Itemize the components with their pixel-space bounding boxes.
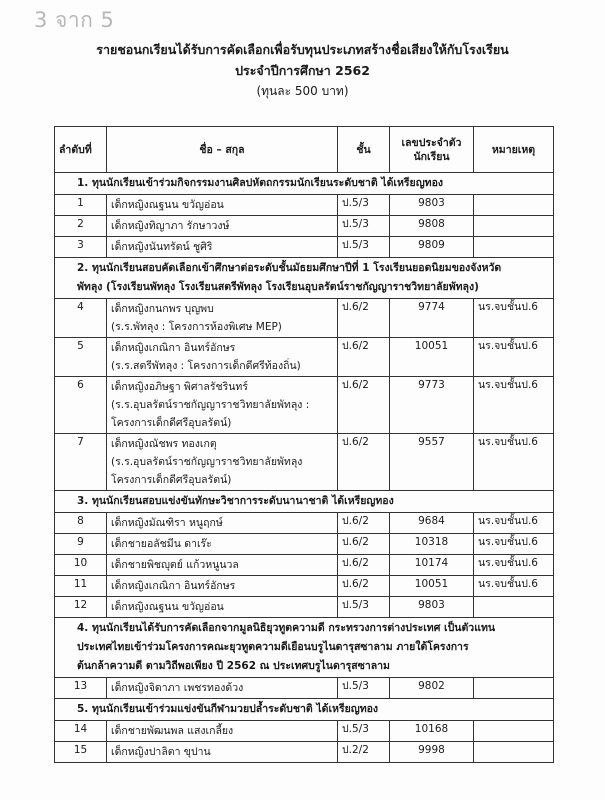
section-title-line: 2. ทุนนักเรียนสอบคัดเลือกเข้าศึกษาต่อระดับชั้นมัธยมศึกษาปีที่ 1 โรงเรียนยอดนิยมของจังหวัด	[77, 262, 502, 274]
cell-no: 13	[55, 678, 107, 699]
school-program-note: (ร.ร.สตรีพัทลุง : โครงการเด็กดีศรีท้องถิ่น)	[111, 360, 301, 372]
cell-note: นร.จบชั้นป.6	[474, 434, 554, 491]
cell-grade: ป.6/2	[338, 338, 390, 377]
cell-name	[107, 534, 338, 555]
cell-no: 3	[55, 237, 107, 258]
cell-grade: ป.6/2	[338, 377, 390, 434]
cell-grade: ป.5/3	[338, 678, 390, 699]
section-header-row	[55, 491, 554, 513]
section-header-row	[55, 699, 554, 721]
section-title-line: 4. ทุนนักเรียนได้รับการคัดเลือกจากมูลนิธิยุวทูตความดี กระทรวงการต่างประเทศ เป็นตัวแทน	[77, 622, 496, 634]
cell-no: 1	[55, 195, 107, 216]
cell-student-id: 10174	[390, 555, 474, 576]
cell-no: 8	[55, 513, 107, 534]
cell-note	[474, 597, 554, 618]
cell-student-id: 9557	[390, 434, 474, 491]
cell-student-id: 9998	[390, 742, 474, 763]
cell-grade: ป.5/3	[338, 237, 390, 258]
student-name: เด็กชายพิชญุตย์ แก้วหนูนวล	[111, 559, 239, 571]
cell-grade: ป.5/3	[338, 721, 390, 742]
table-header-row	[55, 127, 554, 173]
cell-name	[107, 195, 338, 216]
cell-grade: ป.6/2	[338, 534, 390, 555]
cell-note: นร.จบชั้นป.6	[474, 576, 554, 597]
student-name: เด็กชายอลัชมีน ดาเร๊ะ	[111, 538, 212, 550]
cell-no: 6	[55, 377, 107, 434]
col-header-student-id	[390, 127, 474, 173]
col-header-no: ลำดับที่	[55, 127, 107, 173]
cell-grade: ป.6/2	[338, 434, 390, 491]
section-title-line: พัทลุง (โรงเรียนพัทลุง โรงเรียนสตรีพัทลุง โรงเรียนอุบลรัตน์ราชกัญญาราชวิทยาลัยพัทลุง)	[77, 281, 479, 293]
table-row	[55, 216, 554, 237]
col-header-id-line: เลขประจำตัว	[401, 136, 462, 149]
student-name: เด็กหญิงณัชพร ทองเกตุ	[111, 438, 217, 450]
section-title	[55, 173, 554, 195]
table-row	[55, 237, 554, 258]
cell-note	[474, 721, 554, 742]
school-program-note: โครงการเด็กดีศรีอุบลรัตน์)	[111, 474, 232, 486]
table-row	[55, 513, 554, 534]
student-name: เด็กหญิงณฐนน ขวัญอ่อน	[111, 199, 224, 211]
cell-no: 14	[55, 721, 107, 742]
section-header-row	[55, 618, 554, 678]
cell-student-id: 10051	[390, 576, 474, 597]
cell-note: นร.จบชั้นป.6	[474, 534, 554, 555]
table-row	[55, 597, 554, 618]
cell-grade: ป.5/3	[338, 597, 390, 618]
cell-note	[474, 216, 554, 237]
cell-name	[107, 377, 338, 434]
table-row	[55, 678, 554, 699]
section-title	[55, 491, 554, 513]
student-name: เด็กหญิงนันทรัตน์ ชูศิริ	[111, 241, 213, 253]
section-header-row	[55, 173, 554, 195]
cell-name	[107, 299, 338, 338]
student-name: เด็กหญิงทิญาภา รักษาวงษ์	[111, 220, 230, 232]
student-name: เด็กหญิงปาลิตา ขุปาน	[111, 746, 211, 758]
cell-student-id: 9774	[390, 299, 474, 338]
cell-student-id: 10168	[390, 721, 474, 742]
document-title: รายชอนกเรียนได้รับการคัดเลือกเพื่อรับทุนประเภทสร้างชื่อเสียงให้กับโรงเรียน	[96, 42, 509, 57]
student-name: เด็กหญิงกนกพร บุญพบ	[111, 303, 214, 315]
cell-no: 2	[55, 216, 107, 237]
cell-no: 5	[55, 338, 107, 377]
cell-student-id: 9802	[390, 678, 474, 699]
cell-student-id: 9803	[390, 195, 474, 216]
col-header-grade: ชั้น	[338, 127, 390, 173]
cell-no: 12	[55, 597, 107, 618]
col-header-id-line: นักเรียน	[413, 150, 450, 163]
cell-note	[474, 678, 554, 699]
section-title-line: ต้นกล้าความดี ตามวิถีพอเพียง ปี 2562 ณ ประเทศบรูไนดารุสซาลาม	[77, 660, 390, 672]
school-program-note: (ร.ร.พัทลุง : โครงการห้องพิเศษ MEP)	[111, 321, 282, 333]
cell-no: 7	[55, 434, 107, 491]
school-program-note: โครงการเด็กดีศรีอุบลรัตน์)	[111, 417, 232, 429]
cell-student-id: 9808	[390, 216, 474, 237]
table-row	[55, 195, 554, 216]
cell-note	[474, 195, 554, 216]
cell-note	[474, 237, 554, 258]
student-name: เด็กหญิงณฐนน ขวัญอ่อน	[111, 601, 224, 613]
student-name: เด็กหญิงมัณฑิรา หนูฤกษ์	[111, 517, 223, 529]
table-row	[55, 742, 554, 763]
cell-student-id: 10051	[390, 338, 474, 377]
cell-name	[107, 237, 338, 258]
table-row	[55, 534, 554, 555]
cell-student-id: 9684	[390, 513, 474, 534]
cell-note: นร.จบชั้นป.6	[474, 338, 554, 377]
academic-year-title: ประจำปีการศึกษา 2562	[235, 63, 370, 78]
cell-grade: ป.5/3	[338, 216, 390, 237]
student-name: เด็กหญิงเกณิกา อินทร์อักษร	[111, 580, 236, 592]
section-title-line: 3. ทุนนักเรียนสอบแข่งขันทักษะวิชาการระดับนานาชาติ ได้เหรียญทอง	[77, 495, 394, 507]
cell-name	[107, 513, 338, 534]
cell-name	[107, 216, 338, 237]
student-name: เด็กหญิงอภิษฐา พิศาลรัชรินทร์	[111, 381, 248, 393]
cell-note: นร.จบชั้นป.6	[474, 555, 554, 576]
section-title	[55, 258, 554, 299]
cell-no: 15	[55, 742, 107, 763]
table-row	[55, 555, 554, 576]
cell-name	[107, 742, 338, 763]
cell-grade: ป.6/2	[338, 576, 390, 597]
cell-name	[107, 434, 338, 491]
cell-no: 10	[55, 555, 107, 576]
table-row	[55, 434, 554, 491]
table-row	[55, 576, 554, 597]
cell-name	[107, 555, 338, 576]
table-row	[55, 299, 554, 338]
cell-note: นร.จบชั้นป.6	[474, 377, 554, 434]
col-header-note: หมายเหตุ	[474, 127, 554, 173]
cell-note: นร.จบชั้นป.6	[474, 299, 554, 338]
section-title-line: 5. ทุนนักเรียนเข้าร่วมแข่งขันกีฬามวยปล้ำระดับชาติ ได้เหรียญทอง	[77, 703, 379, 715]
table-row	[55, 338, 554, 377]
cell-name	[107, 338, 338, 377]
cell-grade: ป.5/3	[338, 195, 390, 216]
col-header-name: ชื่อ – สกุล	[107, 127, 338, 173]
section-title-line: 1. ทุนนักเรียนเข้าร่วมกิจกรรมงานศิลปหัตถกรรมนักเรียนระดับชาติ ได้เหรียญทอง	[77, 177, 444, 189]
student-name: เด็กชายพัฒนพล แสงเกลี้ยง	[111, 725, 234, 737]
cell-student-id: 9809	[390, 237, 474, 258]
cell-student-id: 9773	[390, 377, 474, 434]
cell-grade: ป.6/2	[338, 513, 390, 534]
cell-name	[107, 721, 338, 742]
cell-name	[107, 678, 338, 699]
cell-name	[107, 576, 338, 597]
cell-student-id: 9803	[390, 597, 474, 618]
cell-name	[107, 597, 338, 618]
page-indicator: 3 จาก 5	[34, 8, 115, 32]
section-title	[55, 699, 554, 721]
cell-no: 9	[55, 534, 107, 555]
cell-grade: ป.6/2	[338, 299, 390, 338]
student-name: เด็กหญิงจิดาภา เพชรทองด้วง	[111, 682, 244, 694]
cell-no: 4	[55, 299, 107, 338]
table-row	[55, 377, 554, 434]
cell-note: นร.จบชั้นป.6	[474, 513, 554, 534]
section-title-line: ประเทศไทยเข้าร่วมโครงการคณะยุวทูตความดีเยือนบรูไนดารุสซาลาม ภายใต้โครงการ	[77, 641, 469, 653]
cell-grade: ป.2/2	[338, 742, 390, 763]
table-body	[55, 173, 554, 763]
table-row	[55, 721, 554, 742]
cell-note	[474, 742, 554, 763]
section-title	[55, 618, 554, 678]
cell-grade: ป.6/2	[338, 555, 390, 576]
school-program-note: (ร.ร.อุบลรัตน์ราชกัญญาราชวิทยาลัยพัทลุง :	[111, 399, 310, 411]
student-name: เด็กหญิงเกณิกา อินทร์อักษร	[111, 342, 236, 354]
school-program-note: (ร.ร.อุบลรัตน์ราชกัญญาราชวิทยาลัยพัทลุง	[111, 456, 303, 468]
section-header-row	[55, 258, 554, 299]
scholarship-amount: (ทุนละ 500 บาท)	[256, 84, 349, 98]
cell-student-id: 10318	[390, 534, 474, 555]
scholarship-table	[54, 126, 554, 763]
cell-no: 11	[55, 576, 107, 597]
